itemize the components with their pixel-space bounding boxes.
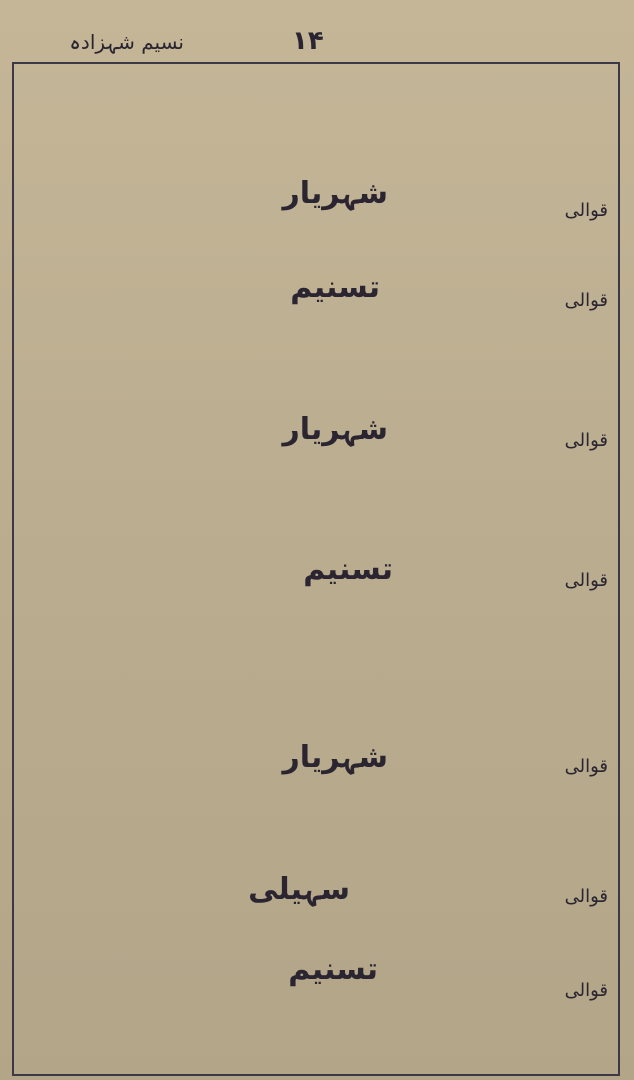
page-number: ۱۴ xyxy=(292,26,324,56)
speaker-name: شہریار xyxy=(282,412,388,447)
qawwali-label: قوالی xyxy=(564,980,608,1001)
speaker-name: سہیلی xyxy=(248,872,350,907)
speaker-name: تسنیم xyxy=(290,270,380,305)
text-frame xyxy=(12,62,620,1076)
qawwali-label: قوالی xyxy=(564,756,608,777)
qawwali-label: قوالی xyxy=(564,430,608,451)
speaker-name: تسنیم xyxy=(288,952,378,987)
qawwali-label: قوالی xyxy=(564,886,608,907)
qawwali-label: قوالی xyxy=(564,290,608,311)
speaker-name: شہریار xyxy=(282,176,388,211)
book-title: نسیم شہزادہ xyxy=(69,30,184,54)
qawwali-label: قوالی xyxy=(564,200,608,221)
page-header xyxy=(0,22,634,62)
speaker-name: تسنیم xyxy=(303,552,393,587)
qawwali-label: قوالی xyxy=(564,570,608,591)
speaker-name: شہریار xyxy=(282,740,388,775)
script-content xyxy=(14,64,618,1074)
